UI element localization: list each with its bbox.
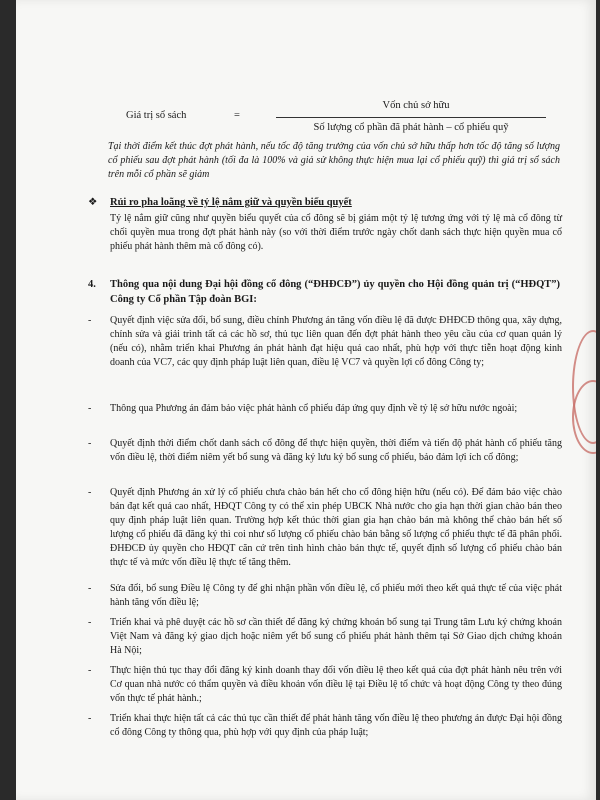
list-item-text: Triển khai và phê duyệt các hồ sơ cần thiết để đăng ký chứng khoán bổ sung tại Trung tâm Lưu ký chứng khoán Việt Nam và đăng ký giao dịch hoặc niêm yết bổ sung cổ phiếu phát hành thêm tại Sở Giao dịch chứng khoán Hà Nội; — [110, 617, 562, 656]
section-number: 4. — [88, 279, 96, 290]
dash-bullet: - — [88, 403, 92, 414]
document-page — [16, 0, 596, 800]
list-item-text: Sửa đổi, bổ sung Điều lệ Công ty để ghi nhận phần vốn điều lệ, cổ phiếu mới theo kết quả thực tế của việc phát hành tăng vốn điều lệ; — [110, 583, 562, 608]
fraction-line — [276, 117, 546, 118]
section-title: Thông qua nội dung Đại hội đồng cổ đông (“ĐHĐCĐ”) ủy quyền cho Hội đồng quản trị (“HĐQT”) Công ty Cổ phần Tập đoàn BGI: — [110, 279, 560, 305]
formula-equals: = — [234, 110, 240, 121]
list-item-text: Quyết định Phương án xử lý cổ phiếu chưa chào bán hết cho cổ đông hiện hữu (nếu có). Để đảm bảo việc chào bán đạt kết quả cao nhất, HĐQT Công ty có thể xin phép UBCK Nhà nước cho gia hạn thời gian chào bán theo quy định pháp luật liên quan. Trường hợp kết thúc thời gian gia hạn chào bán mà không thể chào bán hết số lượng cổ phiếu đã đăng ký thì coi như số lượng cổ phiếu chào bán bằng số lượng cổ phiếu thực tế đã phân phối. ĐHĐCĐ ủy quyền cho HĐQT căn cứ trên tình hình chào bán thực tế, quyết định số lượng cổ phiếu chào bán thực tế và mức vốn điều lệ thực tế tăng thêm. — [110, 487, 562, 568]
risk-heading — [88, 196, 558, 208]
dash-bullet: - — [88, 487, 92, 498]
dash-bullet: - — [88, 617, 92, 628]
book-value-formula — [126, 100, 546, 140]
formula-lhs: Giá trị sổ sách — [126, 110, 187, 121]
formula-numerator: Vốn chủ sở hữu — [382, 100, 450, 111]
list-item-text: Thông qua Phương án đảm bảo việc phát hành cổ phiếu đáp ứng quy định về tỷ lệ sở hữu nước ngoài; — [110, 403, 518, 414]
risk-heading-text: Rủi ro pha loãng về tỷ lệ nắm giữ và quyền biểu quyết — [110, 197, 352, 208]
formula-denominator: Số lượng cổ phần đã phát hành – cổ phiếu quỹ — [313, 122, 509, 133]
list-item-text: Quyết định việc sửa đổi, bổ sung, điều chỉnh Phương án tăng vốn điều lệ đã được ĐHĐCĐ thông qua, xây dựng, chỉnh sửa và giải trình tất cả các hồ sơ, thủ tục liên quan đến đợt phát hành theo yêu cầu của cơ quan quản lý (nếu có), nhằm triển khai Phương án phát hành đạt hiệu quả cao nhất, phù hợp với thực tiễn hoạt động kinh doanh của VC7, các quy định pháp luật liên quan, điều lệ VC7 và quyền lợi cổ đông Công ty; — [110, 315, 562, 368]
diamond-bullet-icon: ❖ — [88, 197, 98, 208]
dash-bullet: - — [88, 665, 92, 676]
book-value-note: Tại thời điểm kết thúc đợt phát hành, nếu tốc độ tăng trưởng của vốn chủ sở hữu thấp hơn tốc độ tăng số lượng cổ phiếu sau đợt phát hành (tối đa là 100% và giả sử không thực hiện mua lại cổ phiếu quỹ) thì giá trị sổ sách trên mỗi cổ phần sẽ giảm — [108, 141, 560, 180]
risk-paragraph: Tỷ lệ nắm giữ cũng như quyền biểu quyết của cổ đông sẽ bị giảm một tỷ lệ tương ứng với tỷ lệ mà cổ đông từ chối quyền mua trong đợt phát hành này (so với thời điểm trước ngày chốt danh sách thực hiện quyền mua cổ phiếu phát hành thêm mà cổ đông có). — [110, 213, 562, 252]
dash-bullet: - — [88, 315, 92, 326]
list-item-text: Quyết định thời điểm chốt danh sách cổ đông để thực hiện quyền, thời điểm và tiến độ phát hành cổ phiếu tăng vốn điều lệ, thời điểm niêm yết bổ sung và đăng ký lưu ký bổ sung cổ phiếu, bảo đảm lợi ích cổ đông; — [110, 438, 562, 463]
list-item-text: Triển khai thực hiện tất cả các thủ tục cần thiết để phát hành tăng vốn điều lệ theo phương án được Đại hội đồng cổ đông Công ty thông qua, phù hợp với quy định của pháp luật; — [110, 713, 562, 738]
dash-bullet: - — [88, 713, 92, 724]
list-item-text: Thực hiện thủ tục thay đổi đăng ký kinh doanh thay đổi vốn điều lệ theo kết quả của đợt phát hành nêu trên với Cơ quan nhà nước có thẩm quyền và điều khoản vốn điều lệ tại Điều lệ tổ chức và hoạt động Công ty theo đúng vốn thực tế phát hành.; — [110, 665, 562, 704]
dash-bullet: - — [88, 583, 92, 594]
dash-bullet: - — [88, 438, 92, 449]
